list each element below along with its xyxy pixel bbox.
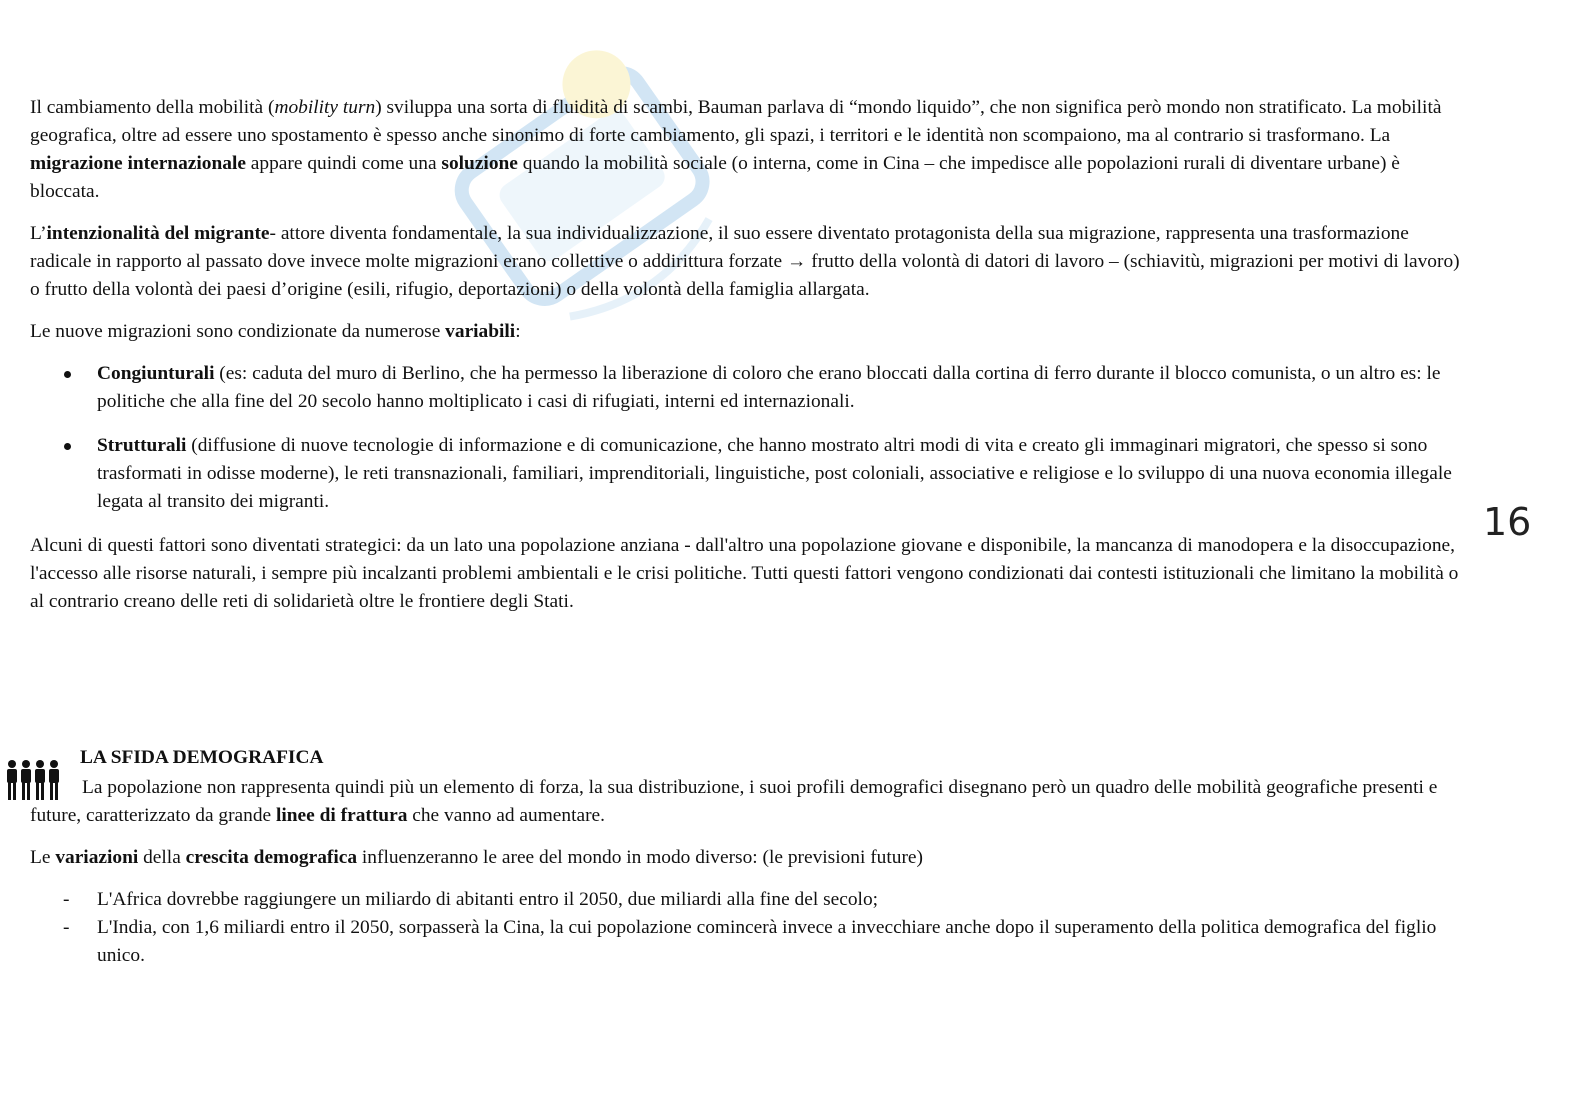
bold-term: migrazione internazionale	[30, 153, 246, 174]
dash-marker: -	[63, 889, 70, 910]
variabili-bullet-list	[30, 360, 1460, 516]
dash-marker: -	[63, 917, 70, 938]
bullet-title: Strutturali	[97, 435, 187, 456]
paragraph-intenzionalita	[30, 220, 1460, 304]
bold-term: linee di frattura	[276, 805, 408, 826]
text-run: della	[138, 847, 186, 868]
bold-term: soluzione	[441, 153, 518, 174]
previsioni-dash-list	[30, 886, 1460, 970]
paragraph-popolazione	[30, 774, 1460, 830]
text-run: Le nuove migrazioni sono condizionate da numerose	[30, 321, 446, 342]
section-sfida-demografica	[30, 744, 1460, 970]
people-group-icon	[4, 758, 62, 802]
text-run: L’	[30, 223, 47, 244]
dash-text: L'Africa dovrebbe raggiungere un miliardo di abitanti entro il 2050, due miliardi alla fine del secolo;	[97, 889, 879, 910]
bullet-icon	[64, 443, 71, 450]
bold-term: variazioni	[55, 847, 139, 868]
text-run: quando la mobilità sociale (o interna, come in Cina – che impedisce alle popolazioni rurali di diventare urbane) è bloccata.	[30, 153, 1400, 202]
text-run: Le	[30, 847, 56, 868]
paragraph-fattori-strategici: Alcuni di questi fattori sono diventati strategici: da un lato una popolazione anziana - dall'altro una popolazione giovane e disponibile, la mancanza di manodopera e la disoccupazione, l'accesso alle risorse naturali, i sempre più incalzanti problemi ambientali e le crisi politiche. Tutti questi fattori vengono condizionati dai contesti istituzionali che limitano la mobilità o al contrario creano delle reti di solidarietà oltre le frontiere degli Stati.	[30, 535, 1459, 612]
paragraph-mobility-turn	[30, 94, 1460, 206]
bullet-text: (es: caduta del muro di Berlino, che ha permesso la liberazione di coloro che erano bloccati dalla cortina di ferro durante il blocco comunista, o un altro es: le politiche che alla fine del 20 secolo hanno moltiplicato i casi di rifugiati, interni ed internazionali.	[97, 363, 1441, 412]
text-run: Il cambiamento della mobilità (	[30, 97, 275, 118]
bullet-icon	[64, 371, 71, 378]
bullet-item-congiunturali	[30, 360, 1460, 416]
page-number: 16	[1483, 500, 1532, 544]
dash-item-india	[30, 914, 1460, 970]
bullet-item-strutturali	[30, 432, 1460, 516]
bold-term: intenzionalità del migrante	[46, 223, 270, 244]
text-run: che vanno ad aumentare.	[407, 805, 605, 826]
paragraph-variabili	[30, 318, 1460, 346]
text-run: :	[515, 321, 521, 342]
italic-term: mobility turn	[274, 97, 376, 118]
bold-term: crescita demografica	[185, 847, 358, 868]
paragraph-variazioni	[30, 844, 1460, 872]
dash-item-africa	[30, 886, 1460, 914]
text-run: La popolazione non rappresenta quindi più un elemento di forza, la sua distribuzione, i suoi profili demografici disegnano però un quadro delle mobilità geografiche presenti e future, caratterizzato da grande	[30, 777, 1438, 826]
body-text	[30, 94, 1460, 630]
bold-term: variabili	[445, 321, 516, 342]
section-title: LA SFIDA DEMOGRAFICA	[80, 747, 324, 768]
text-run: ) sviluppa una sorta di fluidità di scambi, Bauman parlava di “mondo liquido”, che non significa però mondo non stratificato. La mobilità geografica, oltre ad essere uno spostamento è spesso anche sinonimo di forte cambiamento, gli spazi, i territori e le identità non scompaiono, ma al contrario si trasformano. La	[30, 97, 1442, 146]
bullet-text: (diffusione di nuove tecnologie di informazione e di comunicazione, che hanno mostrato altri modi di vita e creato gli immaginari migratori, che spesso si sono trasformati in odisse moderne), le reti transnazionali, familiari, imprenditoriali, linguistiche, post coloniali, associative e religiose e lo sviluppo di una nuova economia illegale legata al transito dei migranti.	[97, 435, 1452, 512]
text-run: appare quindi come una	[245, 153, 442, 174]
text-run: - attore diventa fondamentale, la sua individualizzazione, il suo essere diventato protagonista della sua migrazione, rappresenta una trasformazione radicale in rapporto al passato dove invece molte migrazioni erano collettive o addirittura forzate → frutto della volontà di datori di lavoro – (schiavitù, migrazioni per motivi di lavoro) o frutto della volontà dei paesi d’origine (esili, rifugio, deportazioni) o della volontà della famiglia allargata.	[30, 223, 1460, 300]
dash-text: L'India, con 1,6 miliardi entro il 2050, sorpasserà la Cina, la cui popolazione comincerà invece a invecchiare anche dopo il superamento della politica demografica del figlio unico.	[97, 917, 1437, 966]
bullet-title: Congiunturali	[97, 363, 215, 384]
text-run: influenzeranno le aree del mondo in modo diverso: (le previsioni future)	[357, 847, 923, 868]
